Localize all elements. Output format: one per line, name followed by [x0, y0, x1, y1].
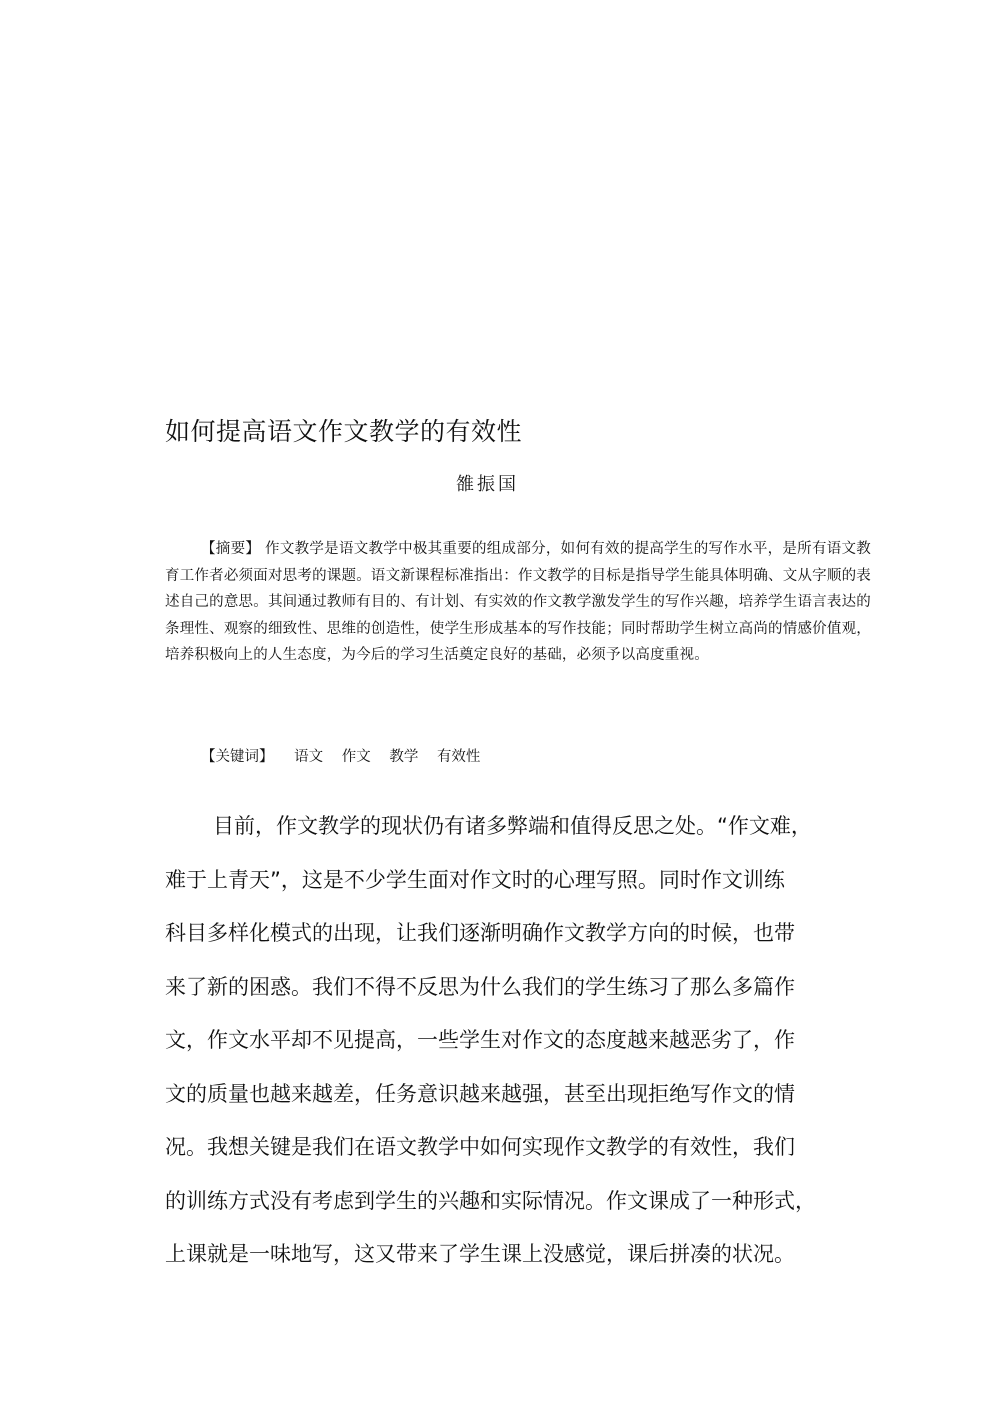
keyword-item: 教学 — [389, 749, 419, 765]
abstract-text: 作文教学是语文教学中极其重要的组成部分，如何有效的提高学生的写作水平，是所有语文教育工作者必须面对思考的课题。语文新课程标准指出：作文教学的目标是指导学生能具体明确、文从字顺的表述自己的意思。其间通过教师有目的、有计划、有实效的作文教学激发学生的写作兴趣，培养学生语言表达的条理性、观察的细致性、思维的创造性，使学生形成基本的写作技能；同时帮助学生树立高尚的情感价值观，培养积极向上的人生态度，为今后的学习生活奠定良好的基础，必须予以高度重视。 — [165, 541, 871, 663]
body-paragraph — [165, 800, 885, 1282]
body-line: 目前，作文教学的现状仍有诸多弊端和值得反思之处。“作文难， — [213, 814, 812, 838]
abstract-paragraph — [165, 536, 871, 669]
keyword-item: 有效性 — [436, 749, 481, 765]
body-line: 的训练方式没有考虑到学生的兴趣和实际情况。作文课成了一种形式， — [165, 1188, 816, 1213]
body-line: 况。我想关键是我们在语文教学中如何实现作文教学的有效性，我们 — [165, 1135, 795, 1159]
body-line: 文，作文水平却不见提高，一些学生对作文的态度越来越恶劣了，作 — [165, 1028, 795, 1052]
body-line: 来了新的困惑。我们不得不反思为什么我们的学生练习了那么多篇作 — [165, 974, 795, 999]
author-name: 雒振国 — [456, 474, 519, 495]
abstract-label: 【摘要】 — [201, 541, 261, 557]
keyword-item: 作文 — [341, 749, 371, 765]
body-line: 文的质量也越来越差，任务意识越来越强，甚至出现拒绝写作文的情 — [165, 1081, 795, 1106]
body-line: 上课就是一味地写，这又带来了学生课上没感觉，课后拼凑的状况。 — [165, 1242, 795, 1266]
body-line: 难于上青天”，这是不少学生面对作文时的心理写照。同时作文训练 — [165, 867, 785, 892]
document-title: 如何提高语文作文教学的有效性 — [165, 417, 523, 446]
keyword-item: 语文 — [294, 749, 324, 765]
body-line: 科目多样化模式的出现，让我们逐渐明确作文教学方向的时候，也带 — [165, 921, 795, 945]
keywords-line — [201, 745, 494, 766]
keywords-label: 【关键词】 — [201, 749, 274, 765]
